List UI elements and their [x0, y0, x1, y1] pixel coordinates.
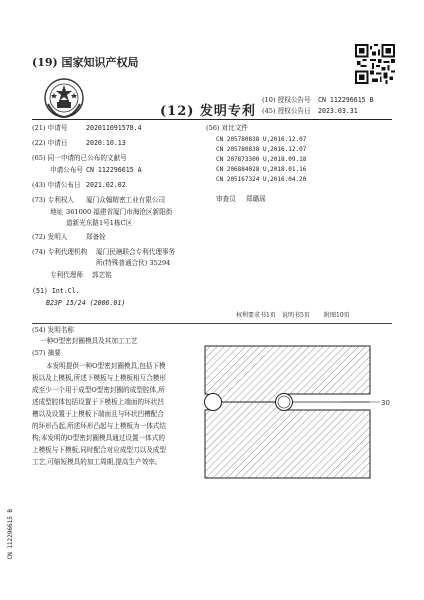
- intcl: B23P 15/24 (2006.01): [46, 299, 126, 307]
- agency-line-2: 所(特殊普通合伙) 35294: [96, 259, 171, 267]
- app-date-label: (22) 申请日: [32, 139, 68, 147]
- intcl-label: (51) Int.Cl.: [32, 287, 80, 295]
- cited-item: CN 207873300 U,2018.09.18: [216, 156, 307, 163]
- abstract-line: 成至少一个用于成型O型密封圈的成型腔体,所: [32, 386, 165, 394]
- abstract-line: 本发明提供一种O型密封圈模具,包括下模: [46, 362, 166, 370]
- document-kind: (12) 发明专利: [160, 104, 256, 119]
- mold-cavity: [205, 394, 222, 411]
- cited-label: (56) 对比文件: [206, 124, 249, 132]
- description-pages: 说明书5页: [282, 312, 310, 319]
- abstract-figure: [200, 342, 390, 482]
- examiner: 郑璐瑶: [246, 195, 266, 203]
- cited-item: CN 205780838 U,2016.12.07: [216, 136, 307, 143]
- prior-publication-label: (65) 同一申请的已公布的文献号: [32, 154, 127, 162]
- abstract-line: 槽以及设置于上模板下端面且与环状凹槽配合: [32, 410, 164, 418]
- pub-no: CN 112296615 B: [318, 96, 374, 104]
- prior-date: 2021.02.02: [86, 181, 126, 189]
- examiner-label: 审查员: [216, 195, 236, 203]
- side-patent-number: CN 112296615 B: [7, 508, 15, 560]
- cited-item: CN 205167324 U,2016.04.20: [216, 176, 307, 183]
- abstract-line: 上模板与下模板,同时配合对应成型刀以及成型: [32, 446, 166, 454]
- office-name: (19) 国家知识产权局: [32, 56, 139, 69]
- national-emblem-logo: [42, 76, 86, 120]
- agent-label: 专利代理师: [50, 271, 83, 279]
- figure-pages: 附图10页: [324, 312, 350, 319]
- prior-date-label: (43) 申请公布日: [32, 181, 81, 189]
- app-no: 202011091578.4: [86, 124, 142, 132]
- address-line-1: 361000 福建省厦门市海沧区新阳街: [66, 208, 173, 216]
- abstract-label: (57) 摘要: [32, 349, 61, 357]
- invention-title: 一种O型密封圈模具及其加工工艺: [40, 337, 138, 345]
- abstract-line: 工艺,可缩短模具的加工周期,提高生产效率。: [32, 458, 162, 466]
- lower-mold-plate: [205, 402, 370, 478]
- upper-mold-plate: [205, 346, 370, 402]
- inventor: 郑备铨: [86, 233, 106, 241]
- cited-item: CN 205780838 U,2016.12.07: [216, 146, 307, 153]
- figure-reference-label: 30: [381, 399, 390, 407]
- holder-label: (73) 专利权人: [32, 196, 75, 204]
- app-date: 2020.10.13: [86, 139, 126, 147]
- claims-pages: 权利要求书1页: [236, 312, 276, 319]
- section-rule: [32, 323, 392, 324]
- abstract-line: 构;本发明的O型密封圈模具通过设置一体式的: [32, 434, 165, 442]
- holder: 厦门众翰精密工业有限公司: [86, 196, 166, 204]
- abstract-line: 述成型腔体包括设置于下模板上端面的环状凹: [32, 398, 164, 406]
- abstract-line: 的环形凸起,所述环形凸起与上模板为一体式结: [32, 422, 166, 430]
- agency-label: (74) 专利代理机构: [32, 248, 88, 256]
- abstract-line: 板以及上模板,所述下模板与上模板相互合模形: [32, 374, 166, 382]
- pub-date-label: (45) 授权公告日: [262, 107, 311, 115]
- header-rule: [32, 119, 392, 120]
- agent: 郭艺铭: [92, 271, 112, 279]
- pub-date: 2023.03.31: [318, 107, 358, 115]
- pub-no-label: (10) 授权公告号: [262, 96, 311, 104]
- title-label: (54) 发明名称: [32, 326, 75, 334]
- prior-no: CN 112296615 A: [86, 166, 142, 174]
- qr-code: [355, 44, 395, 84]
- address-line-2: 道新光东路1号1栋C区: [66, 219, 133, 227]
- cited-item: CN 206884028 U,2018.01.16: [216, 166, 307, 173]
- prior-no-label: 申请公布号: [50, 166, 83, 174]
- address-label: 地址: [50, 208, 64, 216]
- agency-line-1: 厦门民瑭联合专利代理事务: [96, 248, 176, 256]
- app-no-label: (21) 申请号: [32, 124, 68, 132]
- inventor-label: (72) 发明人: [32, 233, 68, 241]
